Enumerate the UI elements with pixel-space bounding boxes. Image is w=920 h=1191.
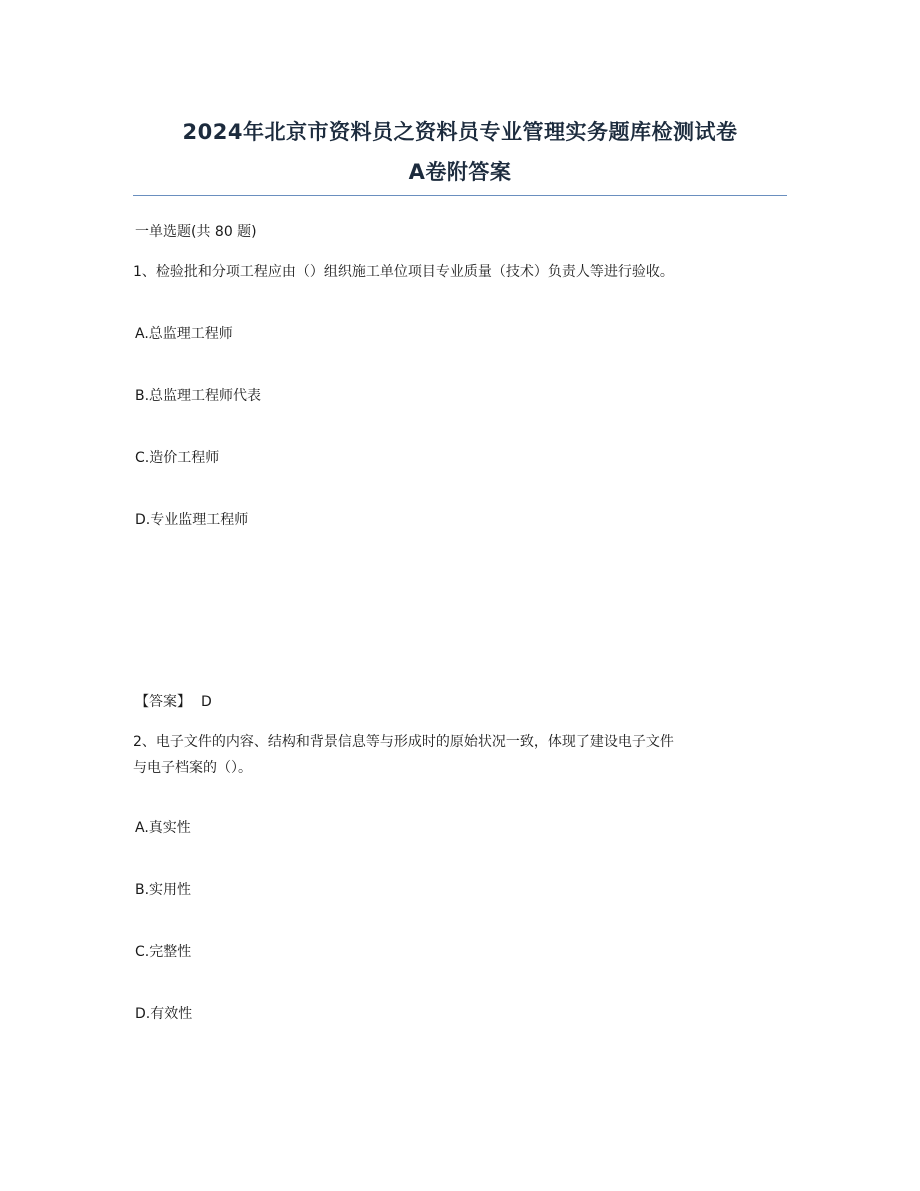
question-stem: 1、检验批和分项工程应由（）组织施工单位项目专业质量（技术）负责人等进行验收。 [133, 264, 674, 280]
option-c: C.完整性 [135, 944, 192, 960]
option-a: A.真实性 [135, 820, 191, 836]
option-d: D.专业监理工程师 [135, 512, 249, 528]
option-a: A.总监理工程师 [135, 326, 233, 342]
title-line-2: A卷附答案 [408, 160, 512, 184]
question-stem-line-2: 与电子档案的（）。 [133, 760, 252, 776]
answer-label: 【答案】 [135, 694, 191, 710]
title-divider [133, 195, 787, 196]
option-c: C.造价工程师 [135, 450, 220, 466]
title-line-1: 2024年北京市资料员之资料员专业管理实务题库检测试卷 [182, 120, 738, 144]
answer-line [135, 689, 212, 715]
question-stem-line-1: 2、电子文件的内容、结构和背景信息等与形成时的原始状况一致，体现了建设电子文件 [133, 734, 674, 750]
option-b: B.总监理工程师代表 [135, 388, 262, 404]
answer-value: D [201, 694, 212, 710]
option-b: B.实用性 [135, 882, 192, 898]
section-heading: 一单选题(共 80 题) [135, 224, 257, 240]
option-d: D.有效性 [135, 1006, 193, 1022]
